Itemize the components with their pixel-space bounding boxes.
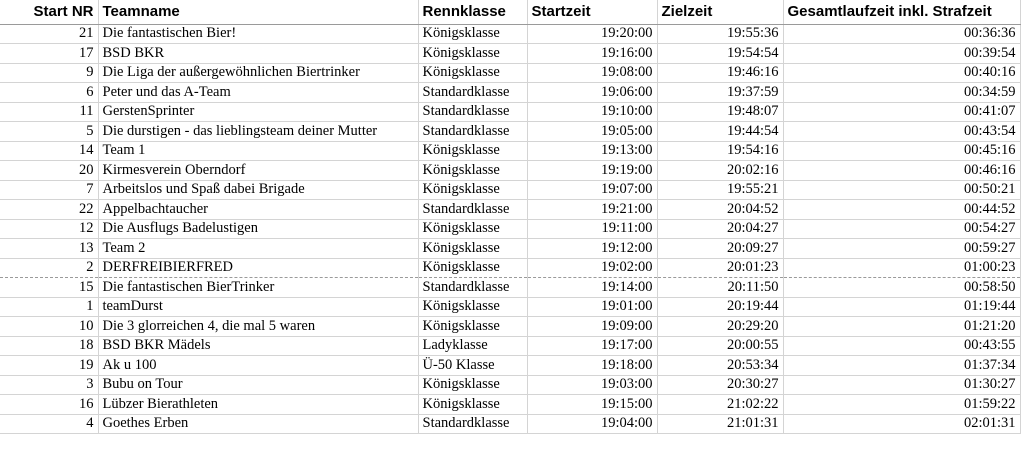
zielzeit-cell[interactable]: 19:37:59	[657, 83, 783, 103]
startzeit-cell[interactable]: 19:18:00	[527, 356, 657, 376]
startzeit-cell[interactable]: 19:09:00	[527, 317, 657, 337]
rennklasse-cell[interactable]: Standardklasse	[418, 83, 527, 103]
gesamtlaufzeit-cell[interactable]: 00:45:16	[783, 141, 1020, 161]
teamname-cell[interactable]: GerstenSprinter	[98, 102, 418, 122]
gesamtlaufzeit-cell[interactable]: 00:43:55	[783, 336, 1020, 356]
rennklasse-cell[interactable]: Königsklasse	[418, 317, 527, 337]
rennklasse-cell[interactable]: Königsklasse	[418, 44, 527, 64]
gesamtlaufzeit-cell[interactable]: 00:46:16	[783, 161, 1020, 181]
teamname-cell[interactable]: Kirmesverein Oberndorf	[98, 161, 418, 181]
table-row	[0, 239, 1020, 259]
teamname-cell[interactable]: Team 1	[98, 141, 418, 161]
teamname-cell[interactable]: Die durstigen - das lieblingsteam deiner Mutter	[98, 122, 418, 142]
zielzeit-cell[interactable]: 20:02:16	[657, 161, 783, 181]
startzeit-cell[interactable]: 19:13:00	[527, 141, 657, 161]
start-nr-cell[interactable]: 2	[0, 258, 98, 278]
start-nr-cell[interactable]: 20	[0, 161, 98, 181]
rennklasse-cell[interactable]: Königsklasse	[418, 219, 527, 239]
gesamtlaufzeit-cell[interactable]: 01:37:34	[783, 356, 1020, 376]
rennklasse-cell[interactable]: Königsklasse	[418, 180, 527, 200]
startzeit-cell[interactable]: 19:08:00	[527, 63, 657, 83]
startzeit-cell[interactable]: 19:11:00	[527, 219, 657, 239]
start-nr-cell[interactable]: 1	[0, 297, 98, 317]
table-row	[0, 44, 1020, 64]
teamname-cell[interactable]: DERFREIBIERFRED	[98, 258, 418, 278]
zielzeit-cell[interactable]: 19:54:16	[657, 141, 783, 161]
table-row	[0, 24, 1020, 44]
rennklasse-cell[interactable]: Königsklasse	[418, 375, 527, 395]
gesamtlaufzeit-cell[interactable]: 00:36:36	[783, 24, 1020, 44]
startzeit-cell[interactable]: 19:03:00	[527, 375, 657, 395]
start-nr-cell[interactable]: 11	[0, 102, 98, 122]
table-row	[0, 83, 1020, 103]
rennklasse-cell[interactable]: Königsklasse	[418, 141, 527, 161]
rennklasse-cell[interactable]: Standardklasse	[418, 278, 527, 298]
teamname-cell[interactable]: Arbeitslos und Spaß dabei Brigade	[98, 180, 418, 200]
gesamtlaufzeit-cell[interactable]: 01:00:23	[783, 258, 1020, 278]
start-nr-cell[interactable]: 17	[0, 44, 98, 64]
startzeit-cell[interactable]: 19:19:00	[527, 161, 657, 181]
table-row	[0, 180, 1020, 200]
rennklasse-cell[interactable]: Königsklasse	[418, 258, 527, 278]
rennklasse-cell[interactable]: Königsklasse	[418, 24, 527, 44]
rennklasse-cell[interactable]: Standardklasse	[418, 414, 527, 434]
gesamtlaufzeit-cell[interactable]: 00:54:27	[783, 219, 1020, 239]
gesamtlaufzeit-cell[interactable]: 00:41:07	[783, 102, 1020, 122]
start-nr-cell[interactable]: 4	[0, 414, 98, 434]
zielzeit-cell[interactable]: 20:29:20	[657, 317, 783, 337]
table-row	[0, 317, 1020, 337]
gesamtlaufzeit-cell[interactable]: 00:39:54	[783, 44, 1020, 64]
teamname-cell[interactable]: Die 3 glorreichen 4, die mal 5 waren	[98, 317, 418, 337]
zielzeit-cell[interactable]: 20:30:27	[657, 375, 783, 395]
teamname-cell[interactable]: Die Ausflugs Badelustigen	[98, 219, 418, 239]
rennklasse-cell[interactable]: Königsklasse	[418, 63, 527, 83]
teamname-cell[interactable]: Die fantastischen Bier!	[98, 24, 418, 44]
table-row	[0, 356, 1020, 376]
startzeit-cell[interactable]: 19:12:00	[527, 239, 657, 259]
gesamtlaufzeit-cell[interactable]: 01:19:44	[783, 297, 1020, 317]
start-nr-cell[interactable]: 5	[0, 122, 98, 142]
zielzeit-cell[interactable]: 20:11:50	[657, 278, 783, 298]
teamname-cell[interactable]: Peter und das A-Team	[98, 83, 418, 103]
gesamtlaufzeit-cell[interactable]: 00:59:27	[783, 239, 1020, 259]
startzeit-cell[interactable]: 19:07:00	[527, 180, 657, 200]
startzeit-cell[interactable]: 19:10:00	[527, 102, 657, 122]
start-nr-cell[interactable]: 3	[0, 375, 98, 395]
teamname-cell[interactable]: BSD BKR Mädels	[98, 336, 418, 356]
start-nr-cell[interactable]: 12	[0, 219, 98, 239]
startzeit-cell[interactable]: 19:20:00	[527, 24, 657, 44]
teamname-cell[interactable]: Bubu on Tour	[98, 375, 418, 395]
gesamtlaufzeit-cell[interactable]: 00:40:16	[783, 63, 1020, 83]
header-startzeit[interactable]: Startzeit	[527, 0, 657, 24]
start-nr-cell[interactable]: 13	[0, 239, 98, 259]
rennklasse-cell[interactable]: Königsklasse	[418, 395, 527, 415]
teamname-cell[interactable]: Ak u 100	[98, 356, 418, 376]
gesamtlaufzeit-cell[interactable]: 01:30:27	[783, 375, 1020, 395]
zielzeit-cell[interactable]: 20:04:52	[657, 200, 783, 220]
header-zielzeit[interactable]: Zielzeit	[657, 0, 783, 24]
table-row	[0, 414, 1020, 434]
zielzeit-cell[interactable]: 20:04:27	[657, 219, 783, 239]
teamname-cell[interactable]: Appelbachtaucher	[98, 200, 418, 220]
teamname-cell[interactable]: BSD BKR	[98, 44, 418, 64]
header-gesamtlaufzeit[interactable]: Gesamtlaufzeit inkl. Strafzeit	[783, 0, 1020, 24]
teamname-cell[interactable]: Lübzer Bierathleten	[98, 395, 418, 415]
table-row	[0, 258, 1020, 278]
rennklasse-cell[interactable]: Standardklasse	[418, 122, 527, 142]
gesamtlaufzeit-cell[interactable]: 00:58:50	[783, 278, 1020, 298]
rennklasse-cell[interactable]: Standardklasse	[418, 102, 527, 122]
zielzeit-cell[interactable]: 21:02:22	[657, 395, 783, 415]
rennklasse-cell[interactable]: Standardklasse	[418, 200, 527, 220]
header-start-nr[interactable]: Start NR	[0, 0, 98, 24]
startzeit-cell[interactable]: 19:14:00	[527, 278, 657, 298]
gesamtlaufzeit-cell[interactable]: 00:34:59	[783, 83, 1020, 103]
zielzeit-cell[interactable]: 19:44:54	[657, 122, 783, 142]
start-nr-cell[interactable]: 6	[0, 83, 98, 103]
table-row	[0, 219, 1020, 239]
startzeit-cell[interactable]: 19:05:00	[527, 122, 657, 142]
rennklasse-cell[interactable]: Ladyklasse	[418, 336, 527, 356]
zielzeit-cell[interactable]: 20:09:27	[657, 239, 783, 259]
gesamtlaufzeit-cell[interactable]: 00:50:21	[783, 180, 1020, 200]
zielzeit-cell[interactable]: 20:53:34	[657, 356, 783, 376]
zielzeit-cell[interactable]: 20:19:44	[657, 297, 783, 317]
start-nr-cell[interactable]: 18	[0, 336, 98, 356]
gesamtlaufzeit-cell[interactable]: 02:01:31	[783, 414, 1020, 434]
zielzeit-cell[interactable]: 21:01:31	[657, 414, 783, 434]
table-row	[0, 278, 1020, 298]
table-row	[0, 200, 1020, 220]
teamname-cell[interactable]: Goethes Erben	[98, 414, 418, 434]
startzeit-cell[interactable]: 19:16:00	[527, 44, 657, 64]
startzeit-cell[interactable]: 19:06:00	[527, 83, 657, 103]
table-row	[0, 161, 1020, 181]
table-row	[0, 336, 1020, 356]
teamname-cell[interactable]: Team 2	[98, 239, 418, 259]
teamname-cell[interactable]: Die fantastischen BierTrinker	[98, 278, 418, 298]
gesamtlaufzeit-cell[interactable]: 01:21:20	[783, 317, 1020, 337]
zielzeit-cell[interactable]: 19:46:16	[657, 63, 783, 83]
table-body	[0, 24, 1020, 434]
table-row	[0, 395, 1020, 415]
zielzeit-cell[interactable]: 19:55:36	[657, 24, 783, 44]
teamname-cell[interactable]: Die Liga der außergewöhnlichen Biertrinker	[98, 63, 418, 83]
zielzeit-cell[interactable]: 19:55:21	[657, 180, 783, 200]
zielzeit-cell[interactable]: 19:48:07	[657, 102, 783, 122]
table-row	[0, 63, 1020, 83]
startzeit-cell[interactable]: 19:01:00	[527, 297, 657, 317]
startzeit-cell[interactable]: 19:04:00	[527, 414, 657, 434]
start-nr-cell[interactable]: 15	[0, 278, 98, 298]
teamname-cell[interactable]: teamDurst	[98, 297, 418, 317]
header-rennklasse[interactable]: Rennklasse	[418, 0, 527, 24]
header-row	[0, 0, 1020, 24]
start-nr-cell[interactable]: 7	[0, 180, 98, 200]
table-row	[0, 297, 1020, 317]
start-nr-cell[interactable]: 19	[0, 356, 98, 376]
startzeit-cell[interactable]: 19:21:00	[527, 200, 657, 220]
table-row	[0, 375, 1020, 395]
rennklasse-cell[interactable]: Königsklasse	[418, 161, 527, 181]
header-teamname[interactable]: Teamname	[98, 0, 418, 24]
start-nr-cell[interactable]: 9	[0, 63, 98, 83]
rennklasse-cell[interactable]: Ü-50 Klasse	[418, 356, 527, 376]
gesamtlaufzeit-cell[interactable]: 01:59:22	[783, 395, 1020, 415]
startzeit-cell[interactable]: 19:15:00	[527, 395, 657, 415]
table-row	[0, 141, 1020, 161]
table-row	[0, 122, 1020, 142]
start-nr-cell[interactable]: 22	[0, 200, 98, 220]
zielzeit-cell[interactable]: 20:01:23	[657, 258, 783, 278]
startzeit-cell[interactable]: 19:02:00	[527, 258, 657, 278]
zielzeit-cell[interactable]: 20:00:55	[657, 336, 783, 356]
start-nr-cell[interactable]: 14	[0, 141, 98, 161]
startzeit-cell[interactable]: 19:17:00	[527, 336, 657, 356]
table-row	[0, 102, 1020, 122]
gesamtlaufzeit-cell[interactable]: 00:43:54	[783, 122, 1020, 142]
rennklasse-cell[interactable]: Königsklasse	[418, 239, 527, 259]
start-nr-cell[interactable]: 10	[0, 317, 98, 337]
start-nr-cell[interactable]: 21	[0, 24, 98, 44]
gesamtlaufzeit-cell[interactable]: 00:44:52	[783, 200, 1020, 220]
start-nr-cell[interactable]: 16	[0, 395, 98, 415]
zielzeit-cell[interactable]: 19:54:54	[657, 44, 783, 64]
rennklasse-cell[interactable]: Königsklasse	[418, 297, 527, 317]
